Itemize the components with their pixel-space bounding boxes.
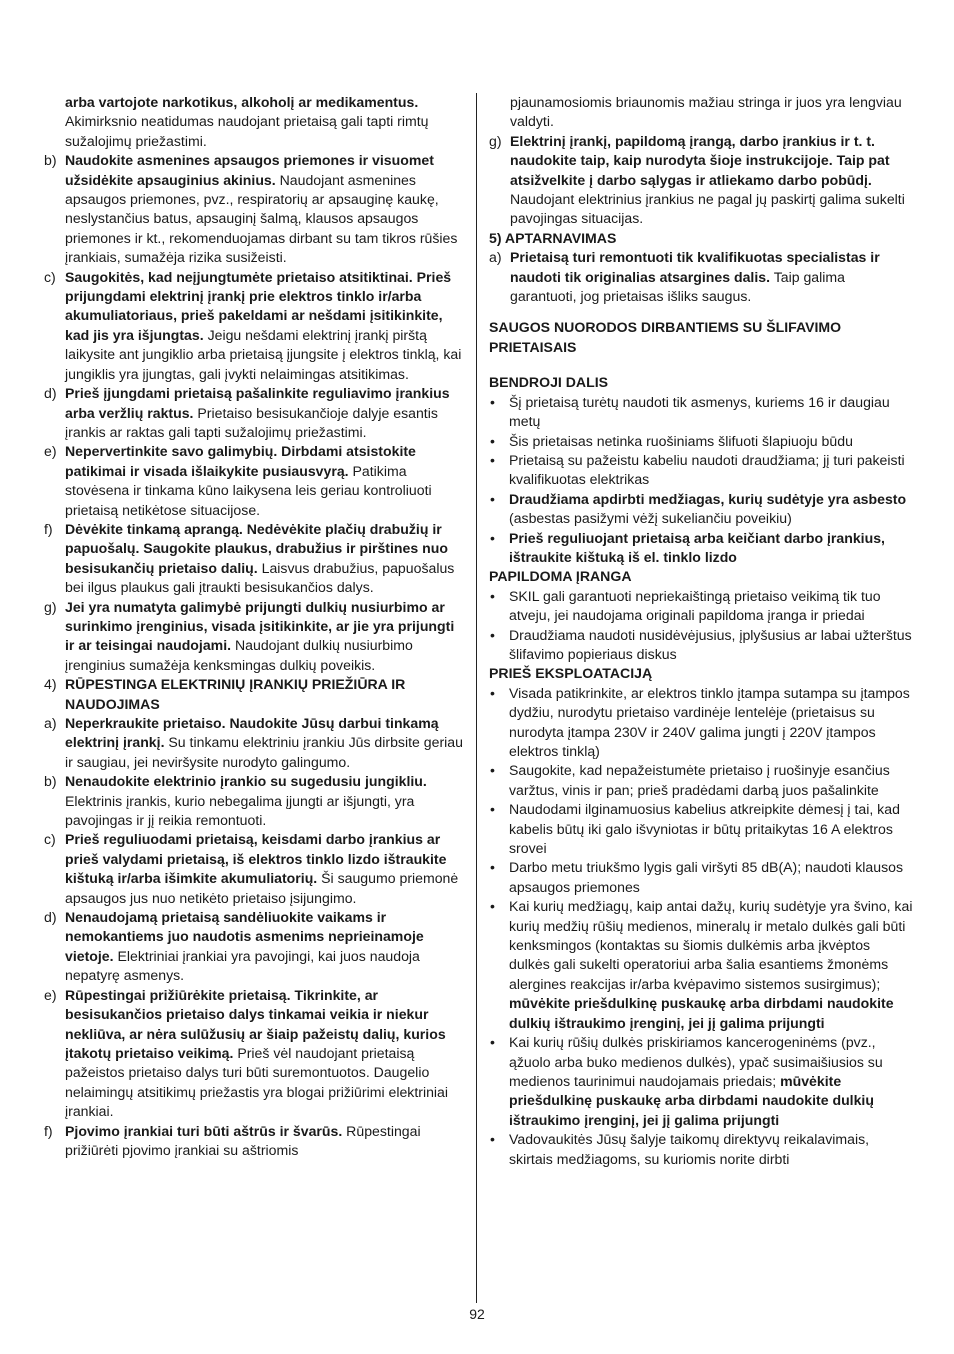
section-heading: PRIEŠ EKSPLOATACIJĄ <box>489 665 653 682</box>
bullet-item <box>489 432 913 451</box>
body-text: pjaunamosiomis briaunomis mažiau stringa ir juos yra lengviau valdyti. <box>510 94 902 130</box>
bullet-item <box>489 451 913 490</box>
list-item <box>44 268 464 384</box>
spacer <box>489 306 913 318</box>
bullet-item <box>489 626 913 665</box>
bullet-item <box>489 858 913 897</box>
bold-text: Jei yra numatyta galimybė prijungti dulkių nusiurbimo ar surinkimo įrenginius, visada įsitikinkite, ar jie yra prijungti ir ar teisingai naudojami. <box>65 598 455 654</box>
body-text: Visada patikrinkite, ar elektros tinklo įtampa sutampa su įtampos dydžiu, nurodytu prietaiso vardinėje lentelėje (prietaisus su nurodyta įtampa 230V ir 240V galima jungti į 220V įtampos elektros tinklą) <box>509 684 910 759</box>
body-text: Jeigu nešdami elektrinį įrankį pirštą laikysite ant jungiklio arba prietaisą įjungsite į elektros tinklą, kai jungiklis yra įjungtas, gali įvykti nelaimingas atsitikimas. <box>65 326 462 382</box>
bullet-item <box>489 490 913 529</box>
bold-text: Draudžiama apdirbti medžiagas, kurių sudėtyje yra asbesto <box>509 490 907 507</box>
body-text: (asbestas pasižymi vėžį sukeliančiu poveikiu) <box>509 510 792 527</box>
body-text: Su tinkamu elektriniu įrankiu Jūs dirbsite geriau ir saugiau, jei neviršysite nurodyto galingumo. <box>65 734 463 770</box>
bold-text: Nepervertinkite savo galimybių. Dirbdami atsistokite patikimai ir visada išlaikykite pusiausvyrą. <box>65 443 416 479</box>
bold-text: RŪPESTINGA ELEKTRINIŲ ĮRANKIŲ PRIEŽIŪRA IR NAUDOJIMAS <box>65 676 406 712</box>
body-text: Prietaisą su pažeistu kabeliu naudoti draudžiama; jį turi pakeisti kvalifikuotas elektrikas <box>509 451 905 488</box>
item-label: f) <box>44 520 53 537</box>
list-item <box>44 675 464 714</box>
bold-text: Prietaisą turi remontuoti tik kvalifikuotas specialistas ir naudoti tik originalias atsargines dalis. <box>510 249 880 285</box>
body-text: Elektrinis įrankis, kurio nebegalima įjungti ar išjungti, yra pavojingas ir jį reikia remontuoti. <box>65 792 415 829</box>
item-label: 4) <box>44 676 57 693</box>
list-item <box>44 772 464 830</box>
bullet-item <box>489 393 913 432</box>
bold-text: arba vartojote narkotikus, alkoholį ar medikamentus. <box>65 94 419 110</box>
bullet-item <box>489 684 913 762</box>
item-label: a) <box>489 249 502 266</box>
item-label: a) <box>44 715 57 731</box>
list-item <box>44 442 464 520</box>
body-text: Ši saugumo priemonė apsaugos jus nuo netikėto prietaiso įsijungimo. <box>65 870 459 906</box>
bullet-item <box>489 529 913 568</box>
body-text: Rūpestingai prižiūrėti pjovimo įrankiai su aštriomis <box>65 1122 421 1158</box>
bullet-icon: • <box>490 626 495 643</box>
bold-text: Prieš reguliuojant prietaisą arba keičiant darbo įrankius, ištraukite kištuką iš el. tinklo lizdo <box>509 529 885 565</box>
body-text: Darbo metu triukšmo lygis gali viršyti 85 dB(A); naudoti klausos apsaugos priemones <box>509 859 903 895</box>
list-item <box>44 520 464 598</box>
page-number: 92 <box>469 1306 485 1322</box>
section-heading: 5) APTARNAVIMAS <box>489 229 617 246</box>
item-label: g) <box>489 132 502 149</box>
body-text: Saugokite, kad nepažeistumėte prietaiso į ruošinyje esančius varžtus, vinis ir pan; prieš pradėdami darbą juos pašalinkite <box>509 762 890 798</box>
bullet-icon: • <box>490 432 495 449</box>
left-column <box>44 93 464 1160</box>
body-text: SKIL gali garantuoti nepriekaištingą prietaiso veikimą tik tuo atveju, jei naudojama originali papildoma įranga ir priedai <box>509 587 881 624</box>
bold-text: Nenaudokite elektrinio įrankio su sugedusiu jungikliu. <box>65 773 427 790</box>
bold-text: Nenaudojamą prietaisą sandėliuokite vaikams ir nemokantiems juo naudotis asmenims neprieinamoje vietoje. <box>65 909 424 964</box>
list-item <box>44 1122 464 1161</box>
body-text: Akimirksnio neatidumas naudojant prietaisą gali tapti rimtų sužalojimų priežastimi. <box>65 113 429 149</box>
right-column <box>489 93 913 1169</box>
item-label: e) <box>44 986 57 1003</box>
list-item <box>44 830 464 908</box>
bullet-icon: • <box>490 898 495 915</box>
bullet-item <box>489 761 913 800</box>
body-text: Laisvus drabužius, papuošalus bei ilgus plaukus gali įtraukti besisukančios dalys. <box>65 559 455 596</box>
body-text: Naudodami ilginamuosius kabelius atkreipkite dėmesį į tai, kad kabelis būtų iki galo išvyniotas ir būtų pritaikytas 16 A elektros srovei <box>509 801 900 857</box>
spacer <box>489 357 913 373</box>
item-label: b) <box>44 773 57 790</box>
body-text: Vadovaukitės Jūsų šalyje taikomų direktyvų reikalavimais, skirtais medžiagoms, su kuriomis norite dirbti <box>509 1131 870 1167</box>
bullet-icon: • <box>490 393 495 410</box>
body-text: Kai kurių rūšių dulkės priskiriamos kancerogeninėms (pvz., ąžuolo arba buko medienos dulkės), ypač susimaišiusios su medienos taurinimui naudojamais priedais; <box>509 1034 883 1089</box>
body-text: Patikima stovėsena ir tinkama kūno laikysena leis geriau kontroliuoti prietaisą netikėtose situacijose. <box>65 462 432 518</box>
body-text: Naudojant asmenines apsaugos priemones, pvz., respiratorių ar apsauginę kaukę, neslystančius batus, apsauginį šalmą, klausos apsaugos priemones ir kt., rekomenduojamas dirbant su tam tikros rūšies įrankiais, sumažėja rizika susižeisti. <box>65 171 458 266</box>
list-item <box>44 151 464 267</box>
body-text: Naudojant dulkių nusiurbimo įrenginius sumažėja kenksmingas dulkių poveikis. <box>65 637 413 673</box>
list-item <box>44 986 464 1122</box>
section-heading: SAUGOS NUORODOS DIRBANTIEMS SU ŠLIFAVIMO PRIETAISAIS <box>489 319 842 355</box>
body-text: Prieš vėl naudojant prietaisą pažeistos prietaiso dalys turi būti suremontuotos. Daugelio nelaimingų atsitikimų priežastis yra blogai prižiūrimi elektriniai įrankiai. <box>65 1044 449 1120</box>
bullet-item <box>489 1033 913 1130</box>
bullet-icon: • <box>490 801 495 818</box>
item-label: b) <box>44 152 57 169</box>
body-text: Šis prietaisas netinka ruošiniams šlifuoti šlapiuoju būdu <box>509 432 853 449</box>
body-text: Taip galima garantuoti, jog prietaisas išliks saugus. <box>510 268 845 305</box>
bold-text: Prieš įjungdami prietaisą pašalinkite reguliavimo įrankius arba veržlių raktus. <box>65 385 450 421</box>
item-label: e) <box>44 443 57 460</box>
item-label: d) <box>44 909 57 926</box>
item-label: f) <box>44 1122 53 1139</box>
bullet-icon: • <box>490 859 495 876</box>
body-text: Naudojant elektrinius įrankius ne pagal jų paskirtį galima sukelti pavojingas situacijas. <box>510 191 905 227</box>
item-label: c) <box>44 831 56 848</box>
bullet-icon: • <box>490 451 495 468</box>
list-item <box>44 714 464 772</box>
list-item <box>44 598 464 676</box>
bullet-icon: • <box>490 490 495 507</box>
bullet-icon: • <box>490 684 495 701</box>
column-divider <box>476 93 477 1303</box>
item-label: c) <box>44 268 56 285</box>
bold-text: Prieš reguliuodami prietaisą, keisdami darbo įrankius ar prieš valydami prietaisą, iš elektros tinklo lizdo ištraukite kištuką ir/arba išimkite akumuliatorių. <box>65 831 447 887</box>
bold-text: Elektrinį įrankį, papildomą įrangą, darbo įrankius ir t. t. naudokite taip, kaip nurodyta šioje instrukcijoje. Taip pat atsižvelkite į darbo sąlygas ir atliekamo darbo pobūdį. <box>510 132 890 188</box>
body-text: Draudžiama naudoti nusidėvėjusius, įplyšusius ar labai užterštus šlifavimo popieriaus diskus <box>509 626 912 662</box>
list-item <box>44 384 464 442</box>
paragraph <box>489 93 913 132</box>
bold-text: Naudokite asmenines apsaugos priemones ir visuomet užsidėkite apsauginius akinius. <box>65 152 434 188</box>
bold-text: mūvėkite priešdulkinę puskaukę arba dirbdami naudokite dulkių ištraukimo įrenginį, jei jį galima prijungti <box>509 995 894 1031</box>
bullet-item <box>489 587 913 626</box>
bullet-icon: • <box>490 529 495 546</box>
bullet-icon: • <box>490 1034 495 1051</box>
bullet-icon: • <box>490 1131 495 1148</box>
section-heading: BENDROJI DALIS <box>489 374 609 391</box>
bold-text: Neperkraukite prietaiso. Naudokite Jūsų darbui tinkamą elektrinį įrankį. <box>65 715 439 751</box>
bullet-item <box>489 800 913 858</box>
item-label: g) <box>44 598 57 615</box>
section-heading: PAPILDOMA ĮRANGA <box>489 568 632 585</box>
bullet-item <box>489 1130 913 1169</box>
list-item <box>489 248 913 306</box>
list-item <box>44 908 464 986</box>
body-text: Prietaiso besisukančioje dalyje esantis įrankis ar raktas gali tapti sužalojimų priežastimi. <box>65 404 438 440</box>
body-text: Šį prietaisą turėtų naudoti tik asmenys, kuriems 16 ir daugiau metų <box>509 393 890 430</box>
item-label: d) <box>44 385 57 402</box>
bold-text: mūvėkite priešdulkinę puskaukę arba dirbdami naudokite dulkių ištraukimo įrenginį, jei jį galima prijungti <box>509 1072 874 1128</box>
bullet-item <box>489 897 913 1033</box>
bold-text: Rūpestingai prižiūrėkite prietaisą. Tikrinkite, ar besisukančios prietaiso dalys tinkamai veikia ir niekur nekliūva, ar nėra sulūžusių ar šiaip pažeistų dalių, kurios įtakotų prietaiso veikimą. <box>65 986 446 1061</box>
paragraph <box>44 93 464 151</box>
bullet-icon: • <box>490 762 495 779</box>
bold-text: Pjovimo įrankiai turi būti aštrūs ir švarūs. <box>65 1122 343 1139</box>
bold-text: Saugokitės, kad neįjungtumėte prietaiso atsitiktinai. Prieš prijungdami elektrinį įrankį prie elektros tinklo ir/arba akumuliatoriaus, prieš pakeldami ar nešdami įsitikinkite, kad jis yra išjungtas. <box>65 268 452 343</box>
bold-text: Dėvėkite tinkamą aprangą. Nedėvėkite plačių drabužių ir papuošalų. Saugokite plaukus, drabužius ir pirštines nuo besisukančių prietaiso dalių. <box>65 520 448 576</box>
bullet-icon: • <box>490 587 495 604</box>
body-text: Elektriniai įrankiai yra pavojingi, kai juos naudoja nepatyrę asmenys. <box>65 947 420 984</box>
body-text: Kai kurių medžiagų, kaip antai dažų, kurių sudėtyje yra švino, kai kurių medžių rūšių medienos, mineralų ir metalo dulkės gali būti kenksmingos (kontaktas su šiomis dulkėmis arba įkvėptos dulkės gali sukelti operatoriui arba šalia esantiems žmonėms alergines reakcijas ir/arba kvėpavimo sistemos susirgimus); <box>509 898 913 992</box>
list-item <box>489 132 913 229</box>
